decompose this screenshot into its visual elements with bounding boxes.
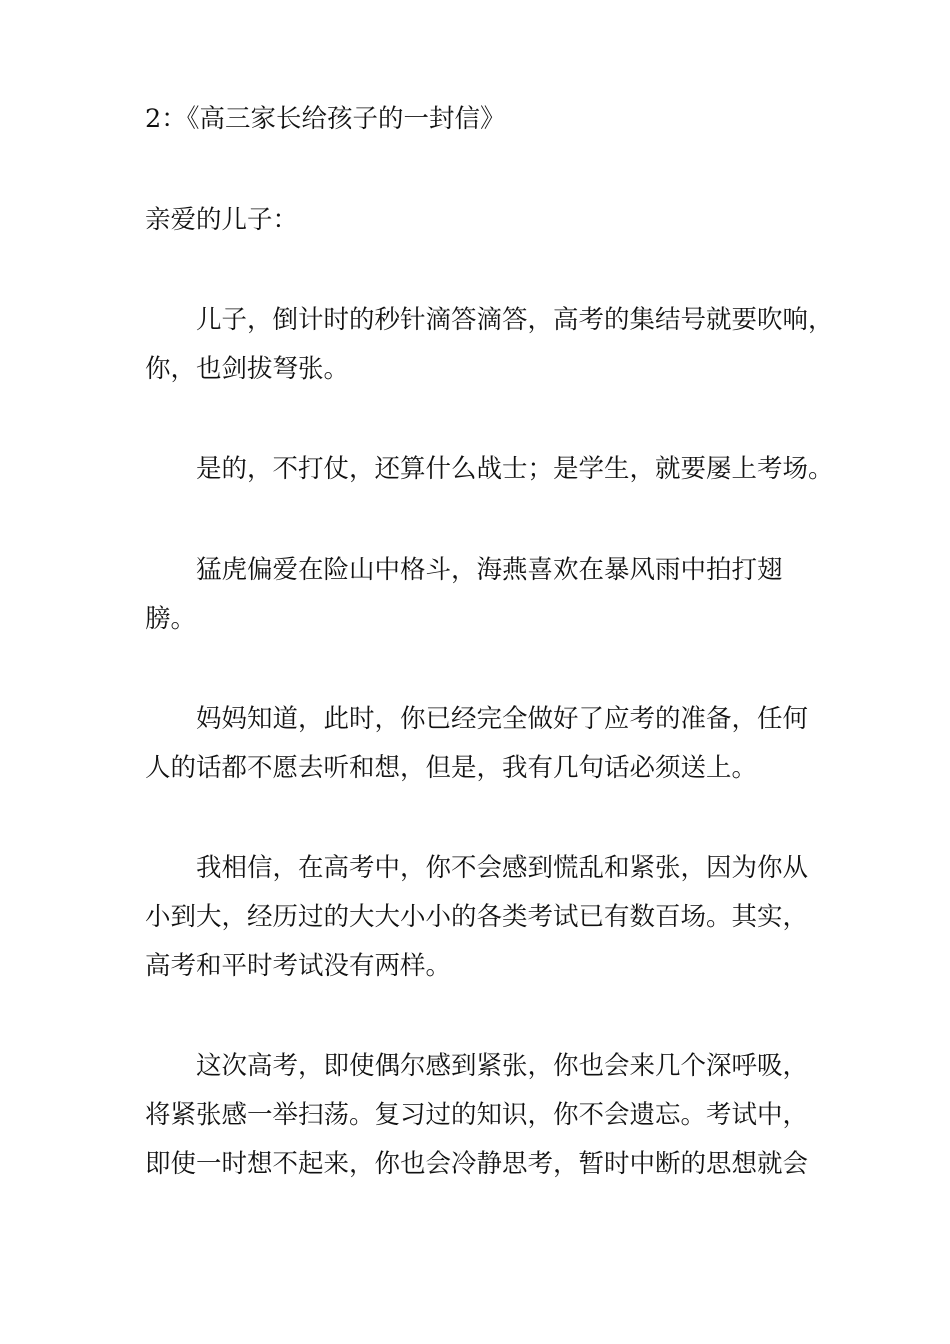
paragraph-6-line-3: 即使一时想不起来，你也会冷静思考，暂时中断的思想就会 bbox=[145, 1149, 809, 1179]
paragraph-4-line-1: 妈妈知道，此时，你已经完全做好了应考的准备，任何 bbox=[196, 704, 809, 734]
paragraph-4-line-2: 人的话都不愿去听和想，但是，我有几句话必须送上。 bbox=[145, 753, 758, 783]
paragraph-3-line-2: 膀。 bbox=[145, 604, 197, 634]
paragraph-2-line-1: 是的，不打仗，还算什么战士；是学生，就要屡上考场。 bbox=[196, 454, 834, 484]
paragraph-1-line-2: 你，也剑拔弩张。 bbox=[145, 354, 350, 384]
salutation: 亲爱的儿子： bbox=[145, 205, 299, 235]
paragraph-6-line-2: 将紧张感一举扫荡。复习过的知识，你不会遗忘。考试中， bbox=[145, 1100, 809, 1130]
document-title: 2：《高三家长给孩子的一封信》 bbox=[145, 104, 506, 134]
paragraph-5-line-2: 小到大，经历过的大大小小的各类考试已有数百场。其实， bbox=[145, 902, 809, 932]
paragraph-5-line-1: 我相信，在高考中，你不会感到慌乱和紧张，因为你从 bbox=[196, 853, 809, 883]
paragraph-5-line-3: 高考和平时考试没有两样。 bbox=[145, 951, 452, 981]
paragraph-1-line-1: 儿子，倒计时的秒针滴答滴答，高考的集结号就要吹响， bbox=[196, 305, 834, 335]
paragraph-6-line-1: 这次高考，即使偶尔感到紧张，你也会来几个深呼吸， bbox=[196, 1051, 809, 1081]
paragraph-3-line-1: 猛虎偏爱在险山中格斗，海燕喜欢在暴风雨中拍打翅 bbox=[196, 555, 783, 585]
